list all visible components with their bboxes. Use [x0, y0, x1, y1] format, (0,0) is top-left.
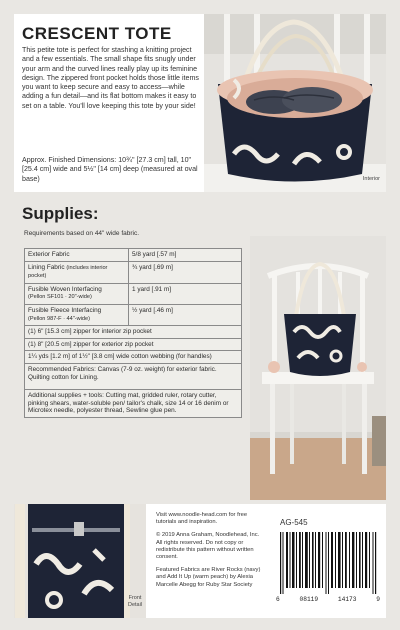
front-detail-label: Front Detail [127, 595, 143, 608]
table-row [25, 351, 242, 364]
interior-photo [204, 14, 386, 192]
table-row [25, 390, 242, 418]
table-row [25, 249, 242, 262]
barcode-digit-group: 14173 [337, 596, 357, 603]
finished-dimensions: Approx. Finished Dimensions: 10¾" [27.3 cm] tall, 10" [25.4 cm] wide and 5½" [14 cm] deep (measured at oval base) [22, 156, 198, 183]
table-row [25, 283, 242, 304]
supplies-table [24, 248, 242, 418]
supply-note: (includes interior pocket) [28, 264, 108, 280]
table-row [25, 363, 242, 389]
front-detail-photo [14, 504, 146, 618]
footer-panel [14, 504, 386, 618]
barcode [278, 532, 378, 594]
table-row [25, 338, 242, 351]
barcode-digits [276, 596, 380, 603]
supply-note: (Pellon SF101 · 20"-wide) [28, 294, 92, 301]
tote-on-chair-photo [250, 236, 386, 500]
barcode-digit-group: 6 [276, 596, 280, 603]
copyright-note: © 2019 Anna Graham, Noodlehead, Inc. All rights reserved. Do not copy or redistribute this pattern without written consent. [156, 532, 260, 561]
supply-line: Additional supplies + tools: Cutting mat, gridded ruler, rotary cutter, pinking shears, water-soluble pen/ tailor's chalk, size 14 or 16 denim or Microtex needle, polyester thread, Sewline glue pen. [25, 390, 242, 418]
supply-quantity: 5/8 yard [.57 m] [129, 249, 242, 262]
supplies-heading: Supplies: [22, 204, 99, 223]
table-row [25, 304, 242, 325]
supply-item: Fusible Woven Interfacing [28, 285, 102, 293]
intro-paragraph: This petite tote is perfect for stashing a knitting project and a few essentials. The small shape fits snugly under your arm and the curved lines really play up its feminine design. The zippered front pocket holds those little items you want to keep secure and easy to access—while adding a fun detail—and its flat bottom makes it easy to set on a table. You'll love keeping this tote by your side! [22, 46, 199, 110]
supply-line: (1) 6" [15.3 cm] zipper for interior zip pocket [25, 326, 242, 339]
supply-line: Recommended Fabrics: Canvas (7-9 oz. weight) for exterior fabric. Quilting cotton for Lining. [25, 363, 242, 389]
supply-note: (Pellon 987-F · 44"-wide) [28, 315, 90, 322]
interior-photo-label: Interior [362, 176, 380, 182]
supply-quantity: ¾ yard [.69 m] [129, 261, 242, 283]
pattern-sku: AG-545 [280, 518, 308, 527]
table-row [25, 261, 242, 283]
supply-quantity: 1 yard [.91 m] [129, 283, 242, 304]
pattern-title: CRESCENT TOTE [22, 24, 172, 43]
barcode-digit-group: 9 [376, 596, 380, 603]
supply-item: Lining Fabric [28, 263, 65, 271]
intro-panel [14, 14, 386, 192]
requirements-note: Requirements based on 44" wide fabric. [24, 230, 140, 237]
supply-quantity: ½ yard [.46 m] [129, 304, 242, 325]
supply-item: Fusible Fleece Interfacing [28, 306, 102, 314]
supply-line: 1¼ yds [1.2 m] of 1½" [3.8 cm] wide cotton webbing (for handles) [25, 351, 242, 364]
website-note: Visit www.noodle-head.com for free tutorials and inspiration. [156, 512, 248, 526]
barcode-digit-group: 08119 [299, 596, 319, 603]
supply-line: (1) 8" [20.5 cm] zipper for exterior zip pocket [25, 338, 242, 351]
supplies-section [14, 200, 386, 500]
featured-fabrics-note: Featured Fabrics are River Rocks (navy) and Add It Up (warm peach) by Alexia Marcelle Abegg for Ruby Star Society [156, 567, 261, 588]
publisher-info [156, 512, 264, 595]
supply-item: Exterior Fabric [28, 251, 70, 258]
table-row [25, 326, 242, 339]
